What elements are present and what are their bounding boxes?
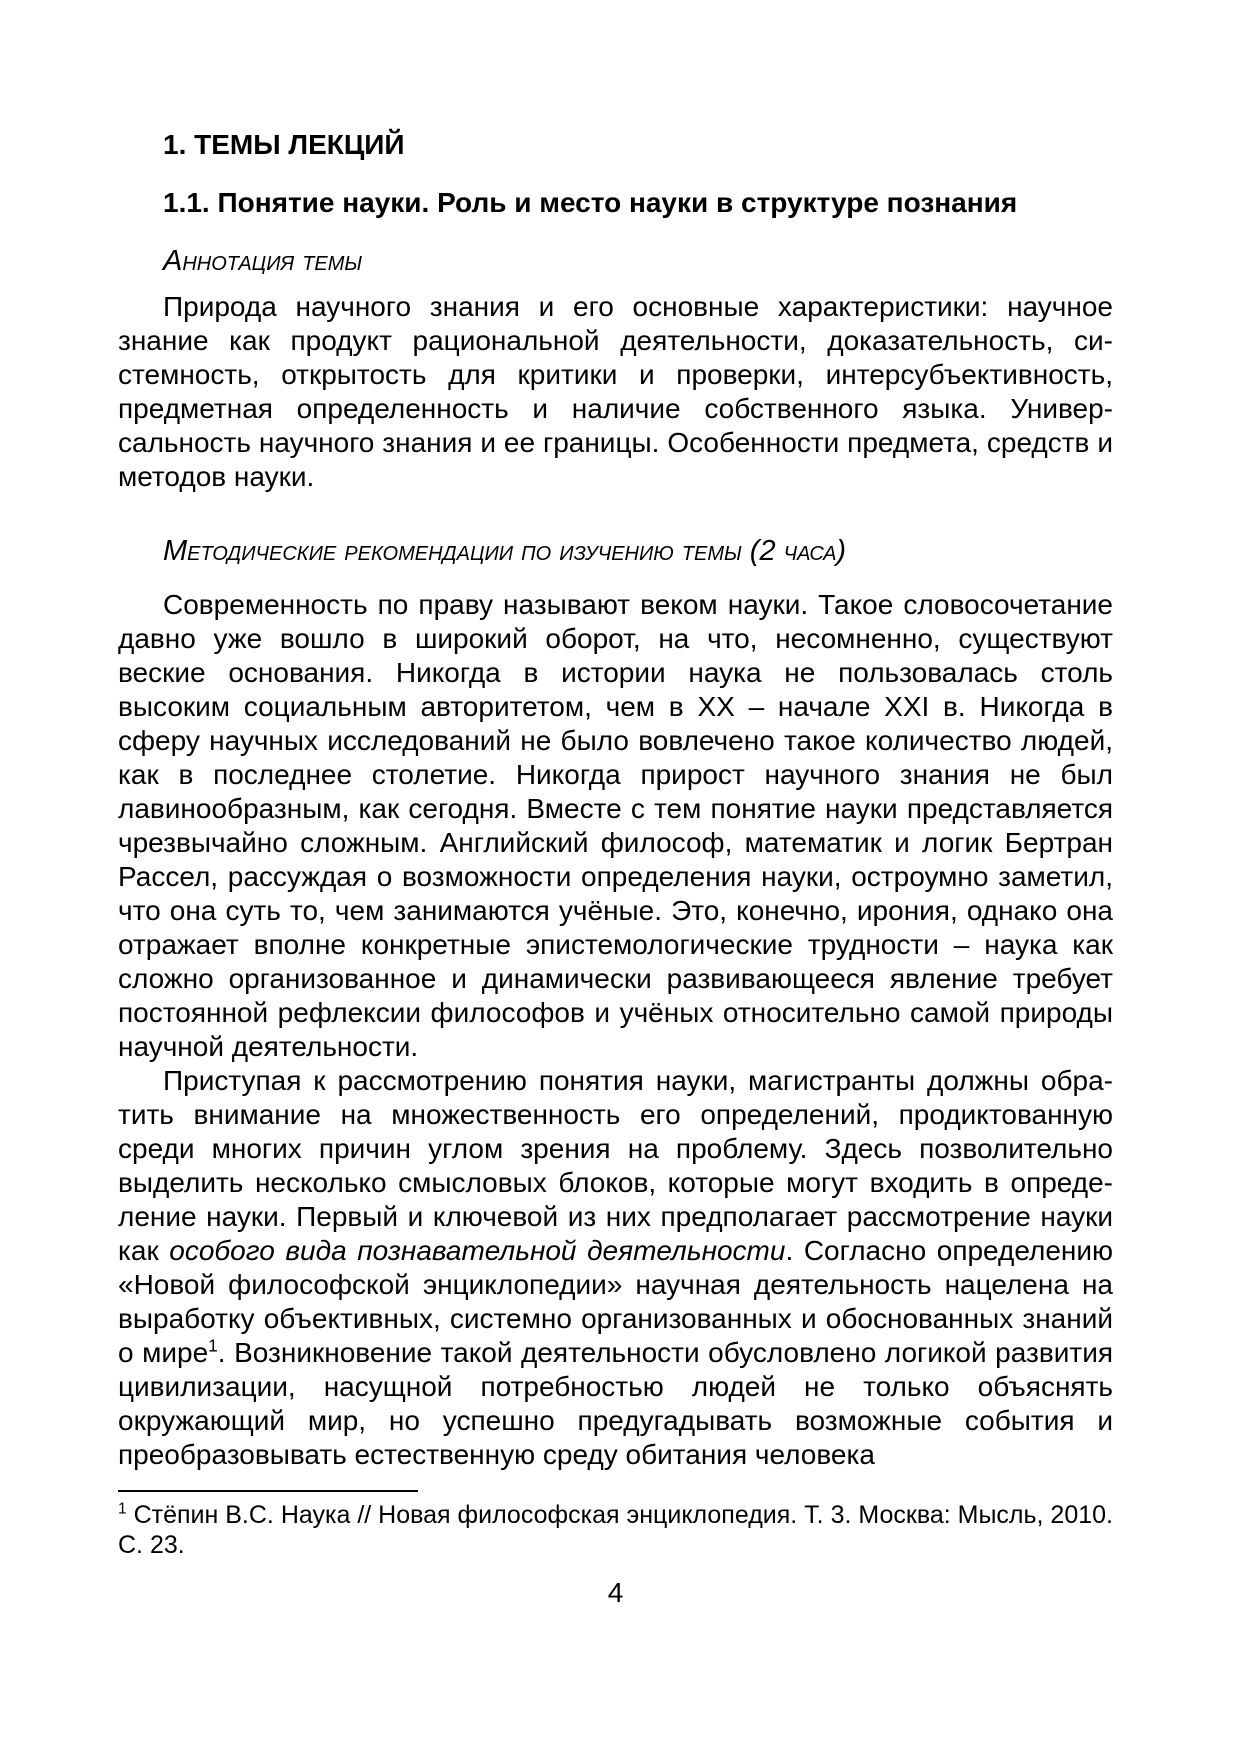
paragraph-text: . Возникновение такой деятельности обусловлено логикой развития цивилизации, насущной потребностью людей не только объяснять окружающий мир, но успешно предугадывать возможные события и преобразовывать естественную среду обитания человека (118, 1337, 1113, 1470)
footnote-reference: 1 (208, 1335, 218, 1356)
chapter-heading: 1. ТЕМЫ ЛЕКЦИЙ (163, 129, 405, 160)
paragraph-text: . Согласно определению «Новой философской энциклопедии» научная деятельность нацелена на выработку объективных, системно организованных и обоснованных знаний о мире (118, 1235, 1113, 1368)
footnote-area (118, 1490, 1113, 1560)
section-heading: 1.1. Понятие науки. Роль и место науки в структуре познания (163, 187, 1018, 218)
recommendations-heading: Методические рекомендации по изучению темы (2 часа) (163, 535, 847, 567)
emphasis-phrase: особого вида познавательной деятельности (169, 1235, 786, 1266)
annotation-heading: Аннотация темы (163, 245, 363, 277)
page-number: 4 (607, 1577, 624, 1608)
recommendations-paragraph-2 (118, 1064, 1113, 1472)
footnote (118, 1500, 1113, 1560)
annotation-paragraph: Природа научного знания и его основные характеристики: научное знание как продукт рациональной деятельности, доказательность, системность, открытость для критики и проверки, интерсубъективность, предметная определенность и наличие собственного языка. Универсальность научного знания и ее границы. Особенности предмета, средств и методов науки. (118, 291, 1113, 492)
recommendations-paragraph-1: Современность по праву называют веком науки. Такое словосочетание давно уже вошло в широкий оборот, на что, несомненно, существуют веские основания. Никогда в истории наука не пользовалась столь высоким социальным авторитетом, чем в XX – начале XXI в. Никогда в сферу научных исследований не было вовлечено такое количество людей, как в последнее столетие. Никогда прирост научного знания не был лавинообразным, как сегодня. Вместе с тем понятие науки представляется чрезвычайно сложным. Английский философ, математик и логик Бертран Рассел, рассуждая о возможности определения науки, остроумно заметил, что она суть то, чем занимаются учёные. Это, конечно, ирония, однако она отражает вполне конкретные эпистемологические трудности – наука как сложно организованное и динамически развивающееся явление требует постоянной рефлексии философов и учёных относительно самой природы научной деятельности. (118, 589, 1113, 1062)
footnote-marker: 1 (118, 1500, 127, 1518)
footnote-separator (118, 1490, 418, 1492)
paragraph-text: Приступая к рассмотрению понятия науки, магистранты должны обратить внимание на множественность его определений, продиктованную среди многих причин углом зрения на проблему. Здесь позволительно выделить несколько смысловых блоков, которые могут входить в определение науки. Первый и ключевой из них предполагает рассмотрение науки как (118, 1065, 1113, 1266)
footnote-text: Стёпин В.С. Наука // Новая философская энциклопедия. Т. 3. Москва: Мысль, 2010. С. 23. (118, 1501, 1113, 1559)
